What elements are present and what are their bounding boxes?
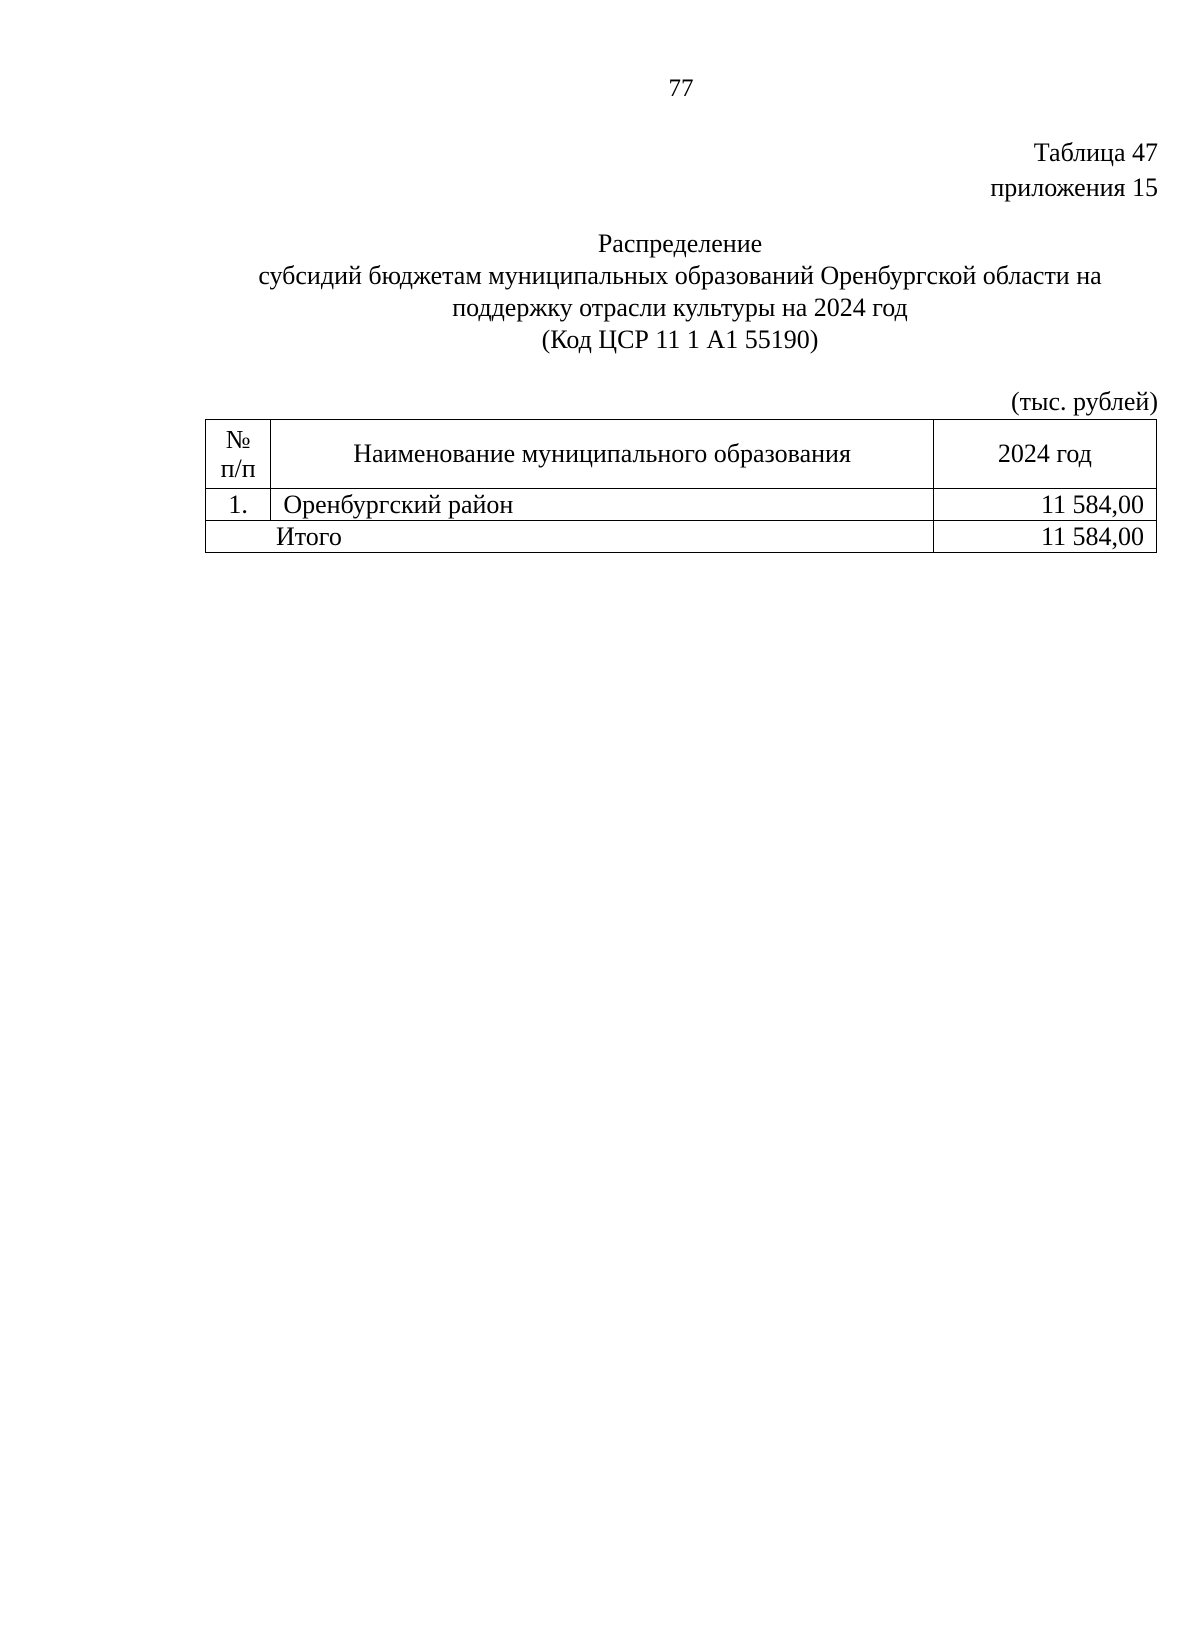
caption-table-number: Таблица 47 — [1033, 138, 1158, 167]
table-total-row — [206, 521, 1157, 553]
caption-appendix-number: приложения 15 — [990, 173, 1158, 202]
header-municipality-name: Наименование муниципального образования — [271, 420, 933, 489]
table-header-row — [206, 420, 1157, 489]
table-row — [206, 489, 1157, 521]
total-label: Итого — [206, 521, 934, 553]
total-amount: 11 584,00 — [933, 521, 1156, 553]
row-amount: 11 584,00 — [933, 489, 1156, 521]
table-caption — [990, 135, 1158, 205]
units-label: (тыс. рублей) — [1010, 387, 1158, 416]
title-line-1: Распределение — [597, 229, 763, 258]
title-line-3: поддержку отрасли культуры на 2024 год — [452, 293, 908, 322]
document-title — [200, 228, 1160, 356]
page-number: 77 — [668, 75, 694, 102]
row-number: 1. — [206, 489, 271, 521]
row-municipality: Оренбургский район — [271, 489, 933, 521]
title-line-2: субсидий бюджетам муниципальных образований Оренбургской области на — [258, 261, 1102, 290]
header-year: 2024 год — [933, 420, 1156, 489]
header-number-symbol: № — [225, 425, 251, 454]
distribution-table — [205, 419, 1157, 553]
header-number — [206, 420, 271, 489]
header-number-abbrev: п/п — [220, 454, 256, 483]
title-line-4: (Код ЦСР 11 1 А1 55190) — [541, 325, 819, 354]
